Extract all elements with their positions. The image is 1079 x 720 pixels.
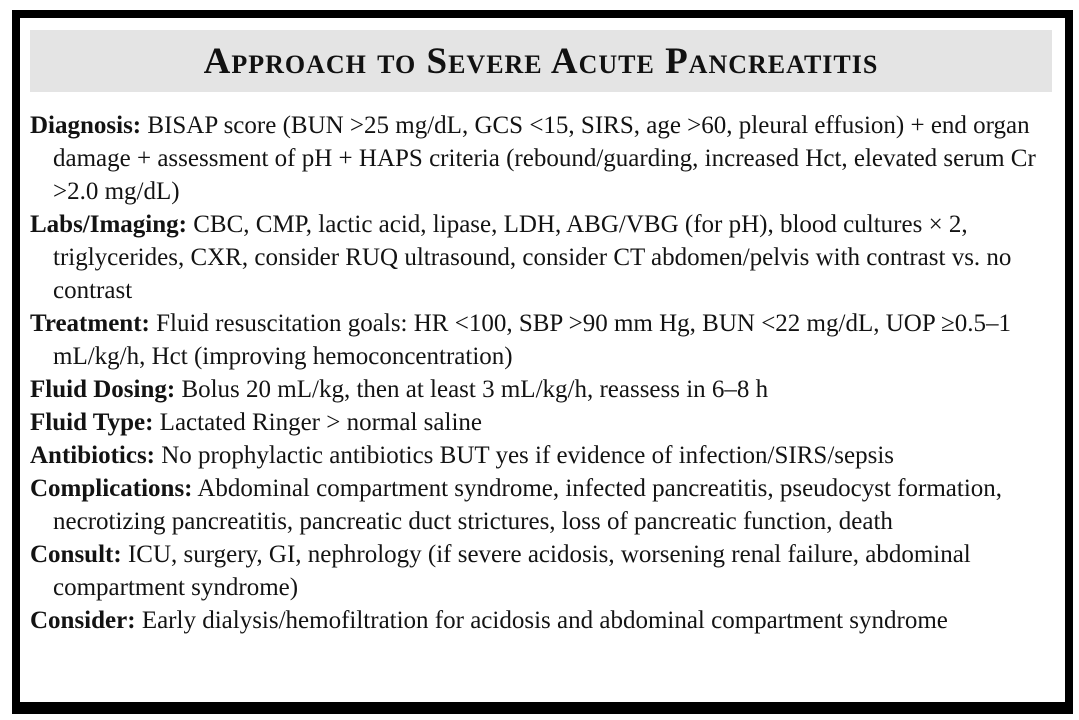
entry-label: Antibiotics: (30, 442, 155, 469)
entry-label: Consider: (30, 607, 136, 634)
card-body (20, 92, 1065, 637)
entry-complications (30, 472, 1047, 538)
entry-fluid-type (30, 406, 1047, 439)
entry-label: Consult: (30, 541, 122, 568)
entry-text: Early dialysis/hemofiltration for acidosis and abdominal compartment syndrome (141, 607, 948, 634)
entry-text: Abdominal compartment syndrome, infected pancreatitis, pseudocyst formation, necrotizing pancreatitis, pancreatic duct strictures, loss of pancreatic function, death (53, 475, 1003, 535)
entry-labs-imaging (30, 208, 1047, 307)
entry-label: Treatment: (30, 310, 150, 337)
entry-text: CBC, CMP, lactic acid, lipase, LDH, ABG/VBG (for pH), blood cultures × 2, triglycerides, CXR, consider RUQ ultrasound, consider CT abdomen/pelvis with contrast vs. no contrast (53, 211, 1012, 304)
entry-label: Complications: (30, 475, 193, 502)
entry-fluid-dosing (30, 373, 1047, 406)
reference-card (12, 10, 1073, 714)
entry-antibiotics (30, 439, 1047, 472)
entry-consult (30, 538, 1047, 604)
entry-label: Labs/Imaging: (30, 211, 187, 238)
entry-consider (30, 604, 1047, 637)
entry-label: Fluid Dosing: (30, 376, 176, 403)
entry-text: ICU, surgery, GI, nephrology (if severe acidosis, worsening renal failure, abdominal compartment syndrome) (53, 541, 971, 601)
entry-text: Fluid resuscitation goals: HR <100, SBP >90 mm Hg, BUN <22 mg/dL, UOP ≥0.5–1 mL/kg/h, Hct (improving hemoconcentration) (53, 310, 1012, 370)
card-title-bar (30, 30, 1052, 92)
entry-text: Lactated Ringer > normal saline (159, 409, 482, 436)
entry-text: BISAP score (BUN >25 mg/dL, GCS <15, SIRS, age >60, pleural effusion) + end organ damage + assessment of pH + HAPS criteria (rebound/guarding, increased Hct, elevated serum Cr >2.0 mg/dL) (53, 112, 1036, 205)
entry-text: Bolus 20 mL/kg, then at least 3 mL/kg/h, reassess in 6–8 h (181, 376, 769, 403)
entry-diagnosis (30, 109, 1047, 208)
entry-treatment (30, 307, 1047, 373)
page-title: Approach to Severe Acute Pancreatitis (203, 40, 879, 82)
entry-text: No prophylactic antibiotics BUT yes if evidence of infection/SIRS/sepsis (161, 442, 894, 469)
entry-label: Fluid Type: (30, 409, 154, 436)
entry-label: Diagnosis: (30, 112, 142, 139)
